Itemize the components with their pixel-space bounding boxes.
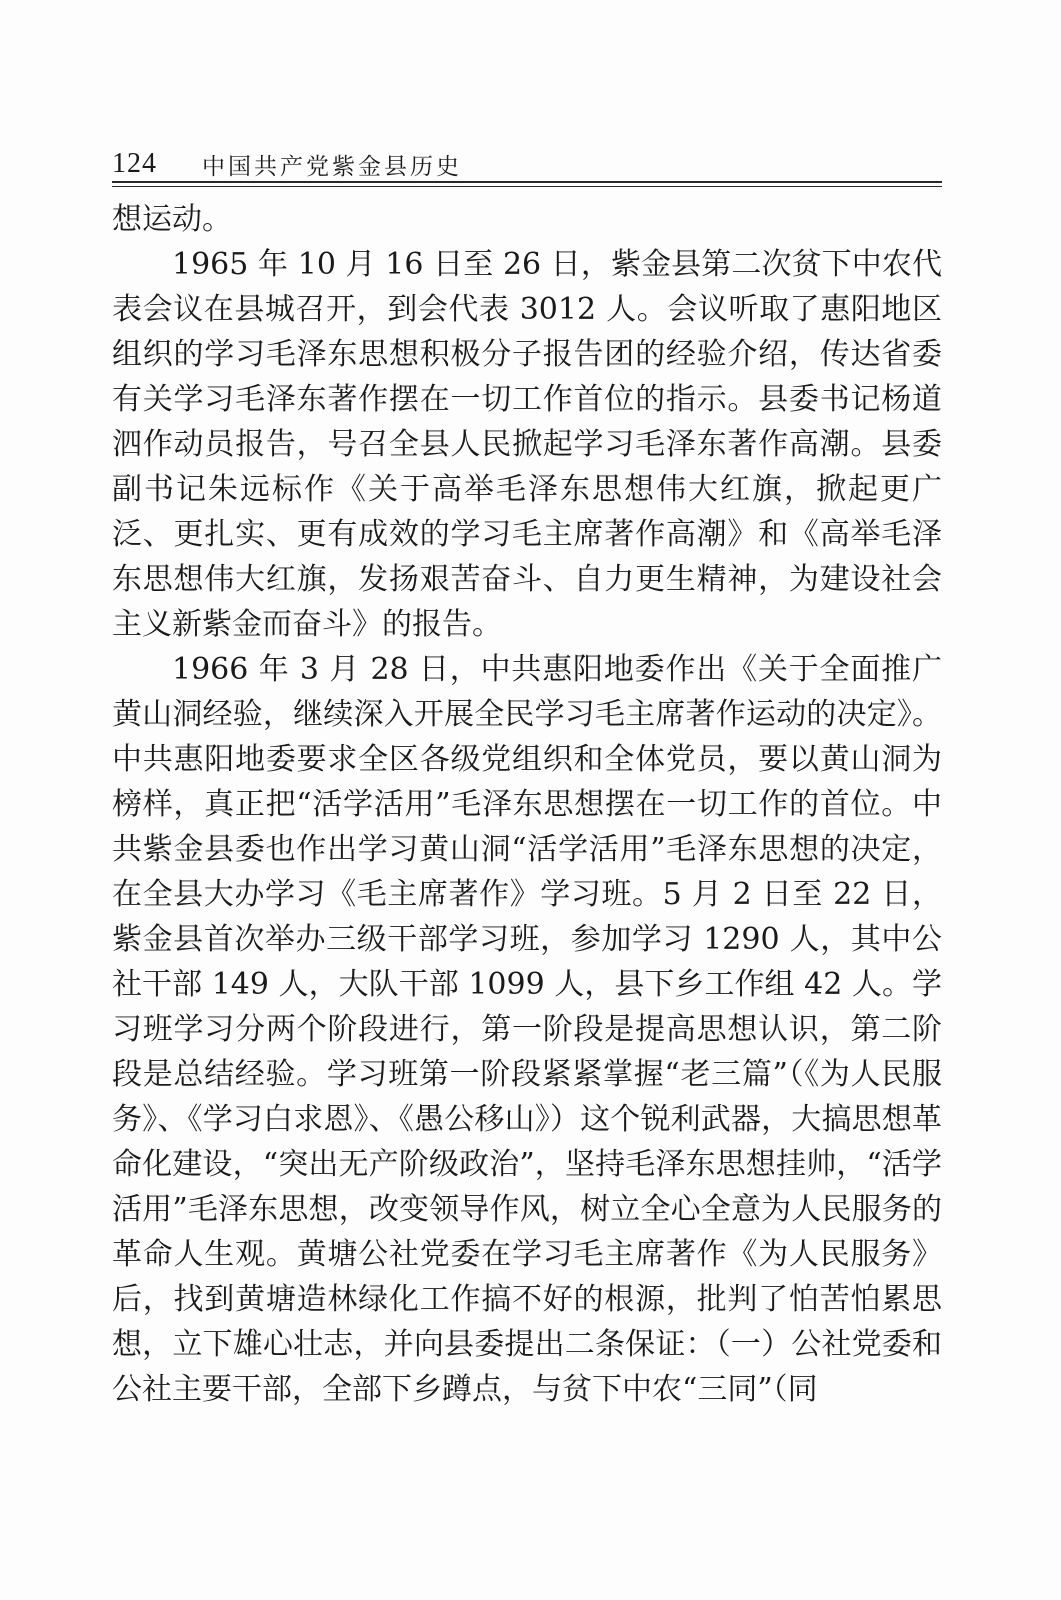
paragraph-3: 1966 年 3 月 28 日，中共惠阳地委作出《关于全面推广黄山洞经验，继续深入开展全民学习毛主席著作运动的决定》。中共惠阳地委要求全区各级党组织和全体党员，要以黄山洞为榜样，真正把“活学活用”毛泽东思想摆在一切工作的首位。中共紫金县委也作出学习黄山洞“活学活用”毛泽东思想的决定，在全县大办学习《毛主席著作》学习班。5 月 2 日至 22 日，紫金县首次举办三级干部学习班，参加学习 1290 人，其中公社干部 149 人，大队干部 1099 人，县下乡工作组 42 人。学习班学习分两个阶段进行，第一阶段是提高思想认识，第二阶段是总结经验。学习班第一阶段紧紧掌握“老三篇”（《为人民服务》、《学习白求恩》、《愚公移山》）这个锐利武器，大搞思想革命化建设，“突出无产阶级政治”，坚持毛泽东思想挂帅，“活学活用”毛泽东思想，改变领导作风，树立全心全意为人民服务的革命人生观。黄塘公社党委在学习毛主席著作《为人民服务》后，找到黄塘造林绿化工作搞不好的根源，批判了怕苦怕累思想，立下雄心壮志，并向县委提出二条保证：（一）公社党委和公社主要干部，全部下乡蹲点，与贫下中农“三同”（同	[112, 652, 942, 1407]
page-header	[112, 138, 942, 184]
running-title: 中国共产党紫金县历史	[202, 154, 462, 180]
paragraph-2: 1965 年 10 月 16 日至 26 日，紫金县第二次贫下中农代表会议在县城召开，到会代表 3012 人。会议听取了惠阳地区组织的学习毛泽东思想积极分子报告团的经验介绍，传达省委有关学习毛泽东著作摆在一切工作首位的指示。县委书记杨道泗作动员报告，号召全县人民掀起学习毛泽东著作高潮。县委副书记朱远标作《关于高举毛泽东思想伟大红旗，掀起更广泛、更扎实、更有成效的学习毛主席著作高潮》和《高举毛泽东思想伟大红旗，发扬艰苦奋斗、自力更生精神，为建设社会主义新紫金而奋斗》的报告。	[112, 247, 942, 642]
header-rule-thin	[112, 186, 942, 187]
page-number: 124	[112, 148, 157, 179]
body-text	[112, 197, 942, 1412]
header-rule-thick	[112, 181, 942, 183]
paragraph-1: 想运动。	[112, 202, 232, 237]
